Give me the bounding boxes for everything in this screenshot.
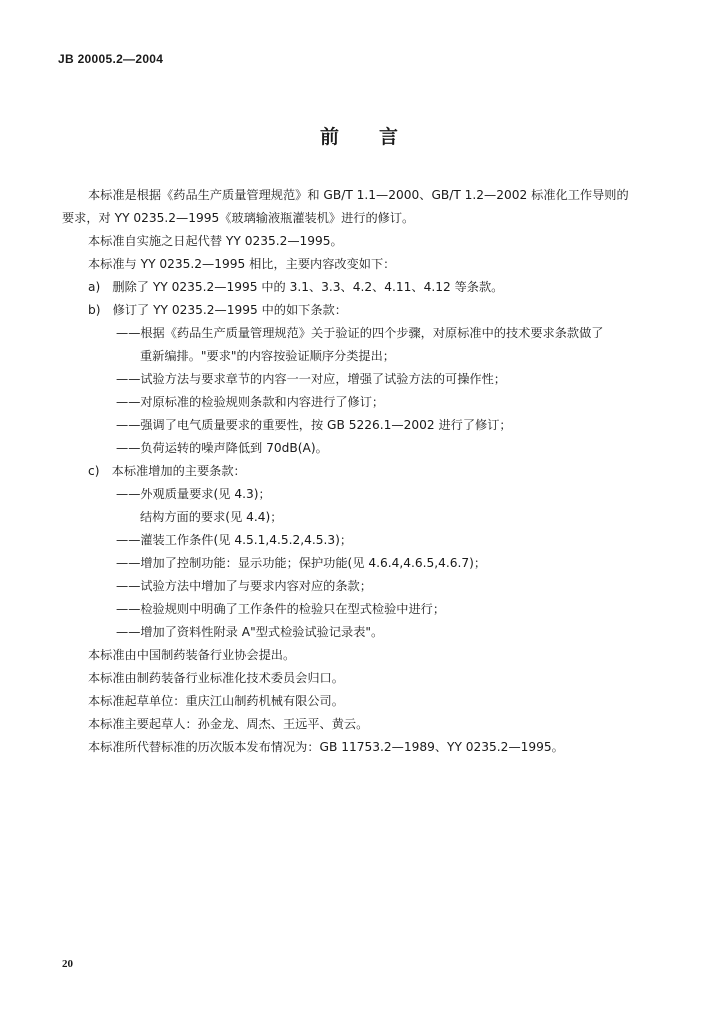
sub-item-b4: ——强调了电气质量要求的重要性，按 GB 5226.1—2002 进行了修订； (116, 418, 512, 432)
sub-item-c3: ——灌装工作条件(见 4.5.1,4.5.2,4.5.3)； (116, 533, 353, 547)
list-item-a: a) 删除了 YY 0235.2—1995 中的 3.1、3.3、4.2、4.11、4.12 等条款。 (88, 280, 504, 294)
sub-item-c6: ——检验规则中明确了工作条件的检验只在型式检验中进行； (116, 602, 446, 616)
paragraph-intro-line2: 要求，对 YY 0235.2—1995《玻璃输液瓶灌装机》进行的修订。 (62, 211, 415, 225)
paragraph-changes-intro: 本标准与 YY 0235.2—1995 相比，主要内容改变如下： (88, 257, 396, 271)
paragraph-replacement: 本标准自实施之日起代替 YY 0235.2—1995。 (88, 234, 343, 248)
list-item-c: c) 本标准增加的主要条款： (88, 464, 246, 478)
sub-item-b3: ——对原标准的检验规则条款和内容进行了修订； (116, 395, 385, 409)
title-char-1: 前 (319, 126, 339, 148)
sub-item-b1-line1: ——根据《药品生产质量管理规范》关于验证的四个步骤，对原标准中的技术要求条款做了 (116, 326, 604, 340)
page-number: 20 (62, 958, 73, 970)
title-char-2: 言 (379, 126, 399, 148)
sub-item-b5: ——负荷运转的噪声降低到 70dB(A)。 (116, 441, 328, 455)
sub-item-c2: 结构方面的要求(见 4.4)； (140, 510, 283, 524)
paragraph-history: 本标准所代替标准的历次版本发布情况为：GB 11753.2—1989、YY 0235.2—1995。 (88, 740, 564, 754)
paragraph-intro-line1: 本标准是根据《药品生产质量管理规范》和 GB/T 1.1—2000、GB/T 1.2—2002 标准化工作导则的 (88, 188, 629, 202)
sub-item-b1-line2: 重新编排。"要求"的内容按验证顺序分类提出； (140, 349, 395, 363)
paragraph-committee: 本标准由制药装备行业标准化技术委员会归口。 (88, 671, 344, 685)
standard-number: JB 20005.2—2004 (58, 52, 164, 66)
paragraph-drafting-unit: 本标准起草单位：重庆江山制药机械有限公司。 (88, 694, 344, 708)
sub-item-c5: ——试验方法中增加了与要求内容对应的条款； (116, 579, 372, 593)
list-item-b: b) 修订了 YY 0235.2—1995 中的如下条款： (88, 303, 347, 317)
paragraph-drafters: 本标准主要起草人：孙金龙、周杰、王远平、黄云。 (88, 717, 369, 731)
document-body (62, 184, 672, 759)
sub-item-c7: ——增加了资料性附录 A"型式检验试验记录表"。 (116, 625, 384, 639)
paragraph-proposer: 本标准由中国制药装备行业协会提出。 (88, 648, 296, 662)
sub-item-c4: ——增加了控制功能：显示功能；保护功能(见 4.6.4,4.6.5,4.6.7)； (116, 556, 487, 570)
sub-item-b2: ——试验方法与要求章节的内容一一对应，增强了试验方法的可操作性； (116, 372, 506, 386)
page-title (0, 122, 718, 149)
sub-item-c1: ——外观质量要求(见 4.3)； (116, 487, 271, 501)
